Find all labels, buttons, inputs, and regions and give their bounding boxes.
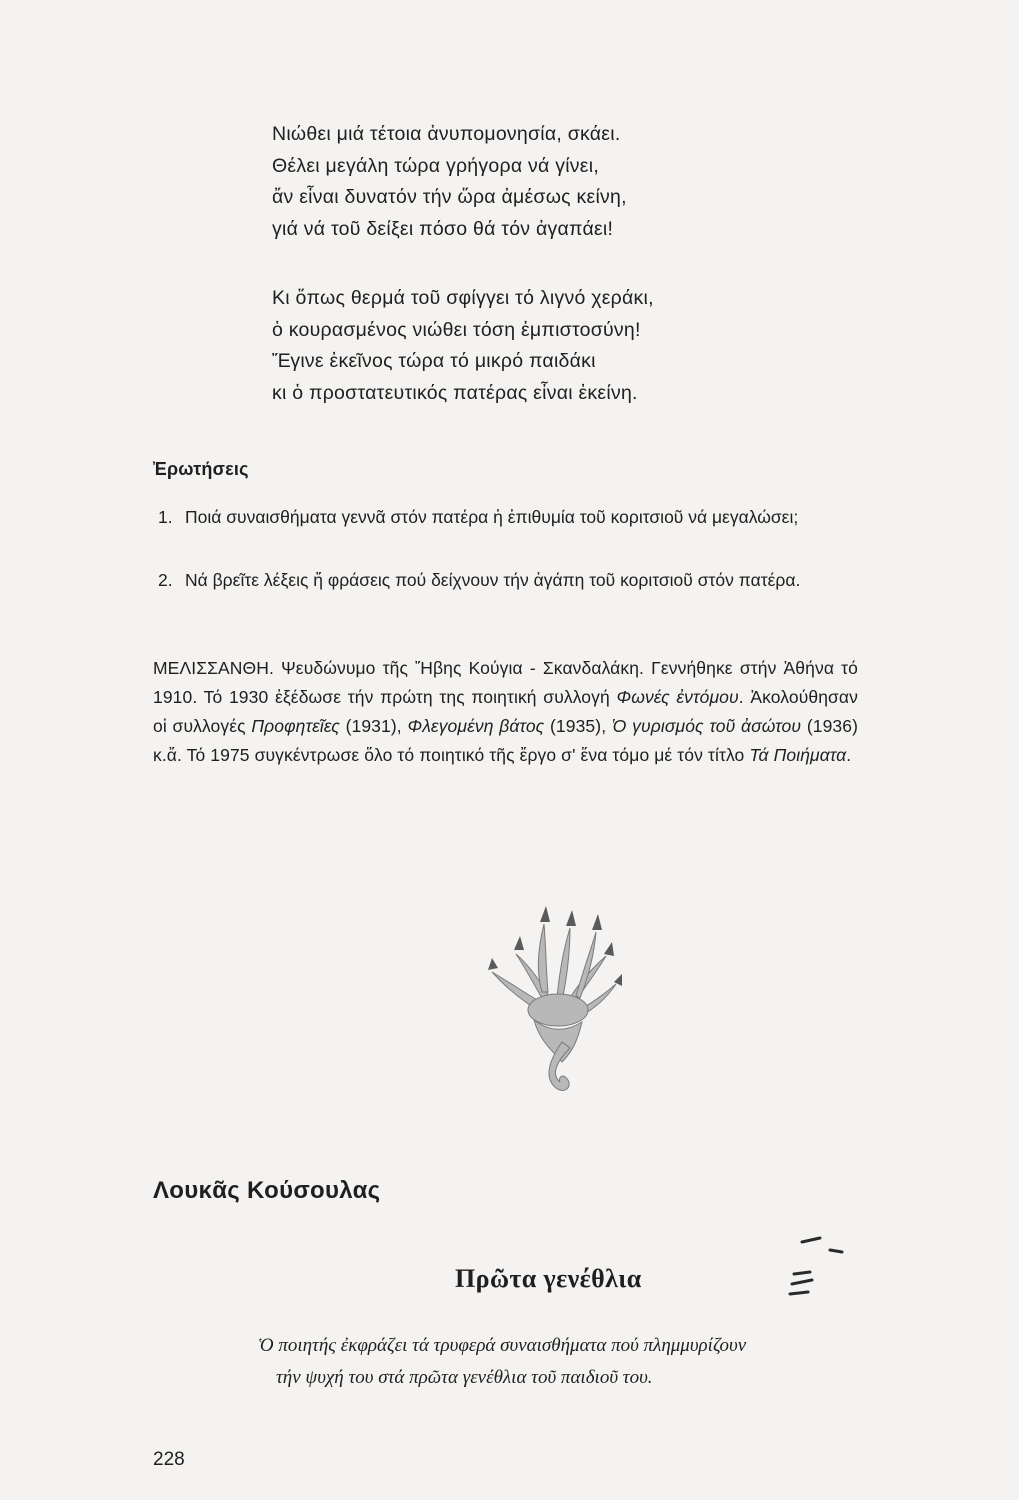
author-name: Λουκᾶς Κούσουλας xyxy=(153,1177,381,1204)
bio-segment: . xyxy=(846,745,852,765)
bio-title-italic: Ὁ γυρισμός τοῦ ἀσώτου xyxy=(611,716,802,736)
poem-line: γιά νά τοῦ δείξει πόσο θά τόν ἀγαπάει! xyxy=(272,217,614,240)
poem-line: Κι ὅπως θερμά τοῦ σφίγγει τό λιγνό χεράκι, xyxy=(272,287,654,309)
bio-segment: ΜΕΛΙΣΣΑΝΘΗ. Ψευδώνυμο τῆς Ἤβης Κούγια - Σκανδαλάκη. Γεννήθηκε στήν Ἀθήνα τό 1910. Τό 1930 ἐξέδωσε τήν πρώτη της ποιητική συλλογή xyxy=(153,658,858,707)
question-number: 2. xyxy=(158,570,173,590)
questions-heading: Ἐρωτήσεις xyxy=(153,459,249,479)
poem-line: ὁ κουρασμένος νιώθει τόση ἐμπιστοσύνη! xyxy=(272,318,641,341)
poem-stanza-2 xyxy=(272,283,912,409)
question-text: Νά βρεῖτε λέξεις ἤ φράσεις πού δείχνουν τήν ἀγάπη τοῦ κοριτσιοῦ στόν πατέρα. xyxy=(185,570,801,590)
question-number: 1. xyxy=(158,507,173,527)
intro-line: τήν ψυχή του στά πρῶτα γενέθλια τοῦ παιδιοῦ του. xyxy=(276,1367,653,1388)
bio-title-italic: Φωνές ἐντόμου xyxy=(616,687,739,707)
bio-title-italic: Τά Ποιήματα xyxy=(749,745,847,765)
bio-title-italic: Προφητεῖες xyxy=(251,716,340,736)
question-item xyxy=(158,503,858,532)
question-item xyxy=(158,566,858,595)
poem-line: Νιώθει μιά τέτοια ἀνυπομονησία, σκάει. xyxy=(272,123,621,145)
author-biography xyxy=(153,654,858,770)
intro-line: Ὁ ποιητής ἐκφράζει τά τρυφερά συναισθήματα πού πλημμυρίζουν xyxy=(258,1335,747,1356)
poem-introduction xyxy=(258,1330,918,1394)
poem-title: Πρῶτα γενέθλια xyxy=(455,1264,642,1293)
poem-stanza-1 xyxy=(272,119,912,245)
poem-line: ἄν εἶναι δυνατόν τήν ὥρα ἀμέσως κείνη, xyxy=(272,186,627,208)
poem-line: Ἔγινε ἐκεῖνος τώρα τό μικρό παιδάκι xyxy=(272,350,596,372)
bio-segment: (1935), xyxy=(544,716,612,736)
poem-line: Θέλει μεγάλη τώρα γρήγορα νά γίνει, xyxy=(272,154,599,177)
question-text: Ποιά συναισθήματα γεννᾶ στόν πατέρα ἡ ἐπιθυμία τοῦ κοριτσιοῦ νά μεγαλώσει; xyxy=(185,507,799,527)
bio-segment: (1931), xyxy=(339,716,408,736)
page-number: 228 xyxy=(153,1449,185,1470)
bio-segment: (1936) κ.ἄ. Τό 1975 συγκέντρωσε ὅλο τό ποιητικό τῆς ἔργο σ' ἕνα τόμο μέ τόν τίτλο xyxy=(153,716,859,765)
pen-marks-icon xyxy=(780,1230,870,1320)
bio-title-italic: Φλεγομένη βάτος xyxy=(407,716,545,736)
bio-segment: . Ἀκολούθησαν οἱ συλλογές xyxy=(153,687,858,736)
flower-ornament-icon xyxy=(478,892,628,1097)
poem-line: κι ὁ προστατευτικός πατέρας εἶναι ἐκείνη. xyxy=(272,381,638,404)
